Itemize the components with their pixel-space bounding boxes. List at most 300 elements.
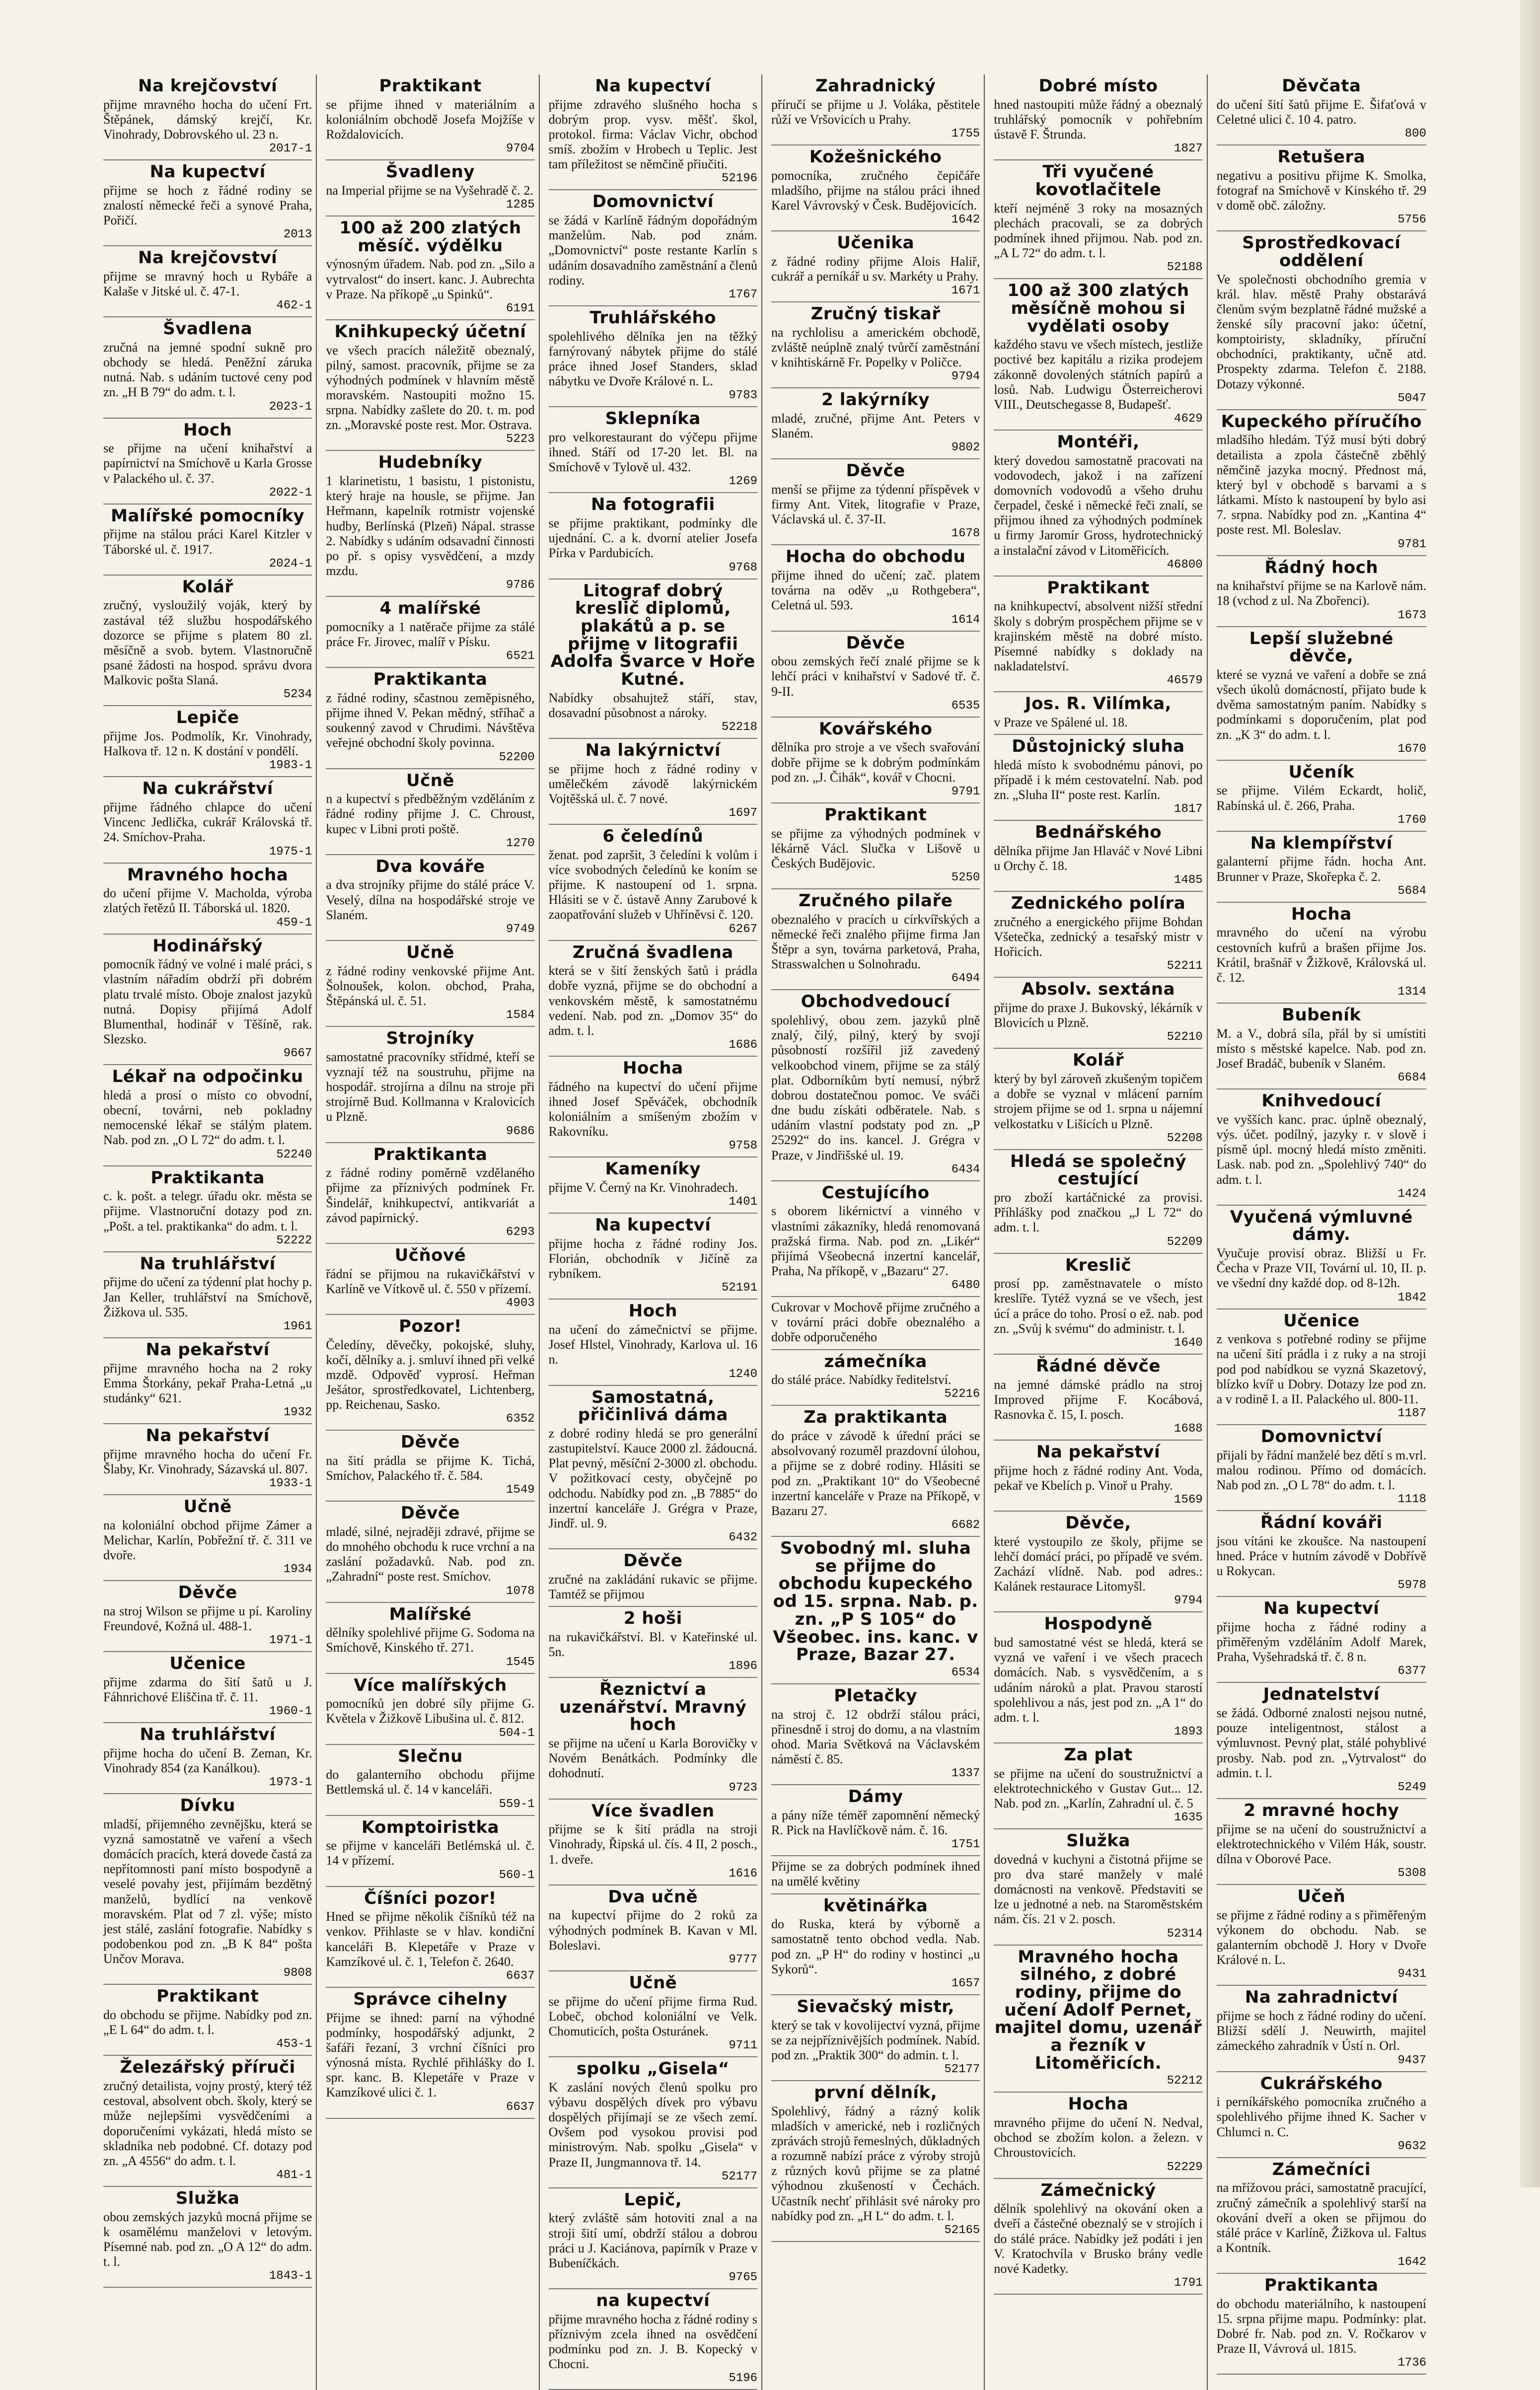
- ad-code: 9758: [729, 1139, 757, 1153]
- ad-text: do stálé práce. Nabídky ředitelství.: [771, 1373, 952, 1387]
- ad-code: 52229: [1167, 2160, 1203, 2174]
- ad-heading: Domovnictví: [592, 192, 714, 212]
- classified-ad: [326, 941, 534, 1027]
- ad-code: 560-1: [499, 1868, 535, 1882]
- ad-code: 1678: [951, 527, 980, 541]
- ad-code: 1657: [951, 1976, 980, 1990]
- ad-text: přijme na stálou práci Karel Kitzler v Táborské ul. č. 1917.: [103, 527, 312, 557]
- ad-text: samostatné pracovníky střídmé, kteří se vyznají též na soustruhu, přijme na hospodář. strojírna a dílnu na stroje při strojírně Bud. Kollmanna v Kralovicích u Plzně.: [326, 1049, 535, 1124]
- ad-heading: Praktikanta: [373, 1144, 488, 1164]
- ad-code: 1549: [506, 1483, 535, 1497]
- ad-heading: Hospodyně: [1044, 1614, 1153, 1634]
- ad-text: z venkova s potřebné rodiny se přijme na učení šití prádla i z ruky a na stroji pod pod nabídkou se vyzná Skazetový, blízko kvíř u Dobry. Dotazy lze pod zn. a v rodině I. a II. Palackého ul. 800-11.: [1216, 1332, 1426, 1406]
- ad-code: 1688: [1174, 1422, 1203, 1436]
- classified-ad: [549, 1971, 757, 2057]
- ad-heading: Učeň: [1297, 1886, 1346, 1907]
- ad-code: 52208: [1167, 1131, 1203, 1145]
- ad-heading: Na pekařství: [1036, 1442, 1161, 1462]
- ad-text: který by byl zároveň zkušeným topičem a dobře se vyznal v mlácení parním strojem přijme se od 1. srpna u nájemní velkostatku v Lišicích u Plzně.: [994, 1072, 1203, 1131]
- ad-text: do učení šití šatů přijme E. Šifaťová v Celetné ulici č. 10 4. patro.: [1216, 97, 1426, 127]
- ad-text: které se vyzná ve vaření a dobře se zná všech úkolů domácností, přijato bude k dvěma samostatným paním. Nabídky s podmínkami s doporučením, plat pod zn. „K 3“ do adm. t. l.: [1216, 667, 1426, 742]
- ad-code: 504-1: [499, 1726, 535, 1740]
- ad-text: na kupectví přijme do 2 roků za výhodných podmínek B. Kavan v Ml. Boleslavi.: [548, 1908, 757, 1953]
- ad-code: 1670: [1397, 742, 1426, 756]
- classified-ad: [994, 577, 1202, 692]
- ad-heading: Služka: [175, 2188, 240, 2208]
- ad-heading: Malířské pomocníky: [111, 506, 305, 526]
- classified-ad: [1217, 1597, 1426, 1683]
- ad-code: 5308: [1397, 1867, 1426, 1881]
- ad-text: které vystoupilo ze školy, přijme se lehčí domácí práci, po případě ve svém. Zachází vlídně. Nab. pod adres.: Kalánek restaurace Litomyšl.: [994, 1534, 1203, 1594]
- ad-text: dělníky spolehlivé přijme G. Sodoma na Smíchově, Kinského tř. 271.: [326, 1625, 535, 1655]
- ad-text: Hned se přijme několik číšníků též na venkov. Přihlaste se v hlav. kondiční kanceláři B. Klepetáře v Praze v Kamzíkové ul. č. 1, Telefon č. 2640.: [326, 1909, 535, 1969]
- ad-text: do obchodu se přijme. Nabídky pod zn. „E L 64“ do adm. t. l.: [103, 2008, 312, 2037]
- ad-heading: Učně: [406, 942, 454, 962]
- ad-code: 52314: [1167, 1927, 1203, 1941]
- ad-code: 6637: [506, 1969, 535, 1983]
- ad-text: přijme se mravný hoch u Rybáře a Kalaše v Jitské ul. č. 47-1.: [103, 269, 312, 299]
- ad-code: 1933-1: [269, 1476, 312, 1490]
- classified-ad: [549, 941, 757, 1057]
- classified-ad: [771, 74, 980, 145]
- ad-column: [322, 74, 539, 2390]
- ad-text: na rukavičkářství. Bl. v Kateřinské ul. 5n.: [548, 1629, 757, 1659]
- ad-text: do galanterního obchodu přijme Bettlemská ul. č. 14 v kanceláři.: [326, 1767, 535, 1797]
- ad-code: 1755: [951, 127, 980, 141]
- classified-ad: [994, 692, 1202, 735]
- ad-code: 481-1: [276, 2169, 312, 2182]
- ad-text: přijme mravného hocha na 2 roky Emma Štorkány, pekař Praha-Letná „u studánky“ 621.: [103, 1361, 312, 1405]
- classified-ad: [103, 777, 312, 863]
- ad-text: do učení přijme V. Macholda, výroba zlatých řetězů II. Táborská ul. 1820.: [103, 886, 312, 916]
- classified-ad: [103, 1065, 312, 1166]
- classified-ad: [103, 2056, 312, 2187]
- ad-text: přijme hoch z řádné rodiny Ant. Voda, pekař ve Kbelích p. Vinoř u Prahy.: [994, 1463, 1203, 1493]
- ad-code: 1843-1: [269, 2269, 312, 2283]
- classified-ad: [103, 246, 312, 317]
- ad-code: 1337: [951, 1767, 980, 1781]
- ad-text: hledá a prosí o místo co obvodní, obecní, továrni, neb pokladny nemocenské lékař se stálým platem. Nab. pod zn. „O L 72“ do adm. t. l.: [103, 1087, 312, 1148]
- ad-heading: Na truhlářství: [140, 1253, 276, 1274]
- ad-code: 6494: [951, 972, 980, 986]
- ad-text: přijme do učení za týdenní plat hochy p. Jan Keller, truhlářství na Smíchově, Žižkova ul. 535.: [103, 1275, 312, 1319]
- ad-heading: Hledá se společný cestující: [1010, 1151, 1187, 1189]
- classified-ad: [771, 231, 980, 302]
- ad-text: na koloniální obchod přijme Zámer a Melichar, Karlín, Pobřežní tř. č. 311 ve dvoře.: [103, 1518, 312, 1562]
- ad-heading: Jos. R. Vilímka,: [1025, 694, 1172, 714]
- ad-text: obou zemských řečí znalé přijme se k lehčí práci v knihařství v Sadové tř. č. 9-II.: [771, 654, 980, 699]
- ad-code: 9667: [283, 1047, 312, 1061]
- ad-text: přijme řádného chlapce do učení Vincenc Jedlička, cukrář Královská tř. 24. Smíchov-Praha.: [103, 800, 312, 845]
- ad-heading: Malířské: [389, 1604, 472, 1624]
- classified-ad: [103, 1723, 312, 1794]
- ad-text: přijme Jos. Podmolík, Kr. Vinohrady, Halkova tř. 12 n. K dostání v pondělí.: [103, 729, 312, 759]
- classified-ad: [326, 1027, 534, 1143]
- ad-code: 1671: [951, 284, 980, 298]
- classified-ad: [326, 1674, 534, 1745]
- ad-text: obou zemských jazyků mocná přijme se k osamělému manželovi v letovým. Písemné nab. pod zn. „O A 12“ do adm. t. l.: [103, 2209, 312, 2269]
- ad-text: přijme hocha z řádné rodiny a přiměřeným vzděláním Adolf Marek, Praha, Vyšehradská tř. č. 8 n.: [1216, 1619, 1426, 1665]
- classified-ad: [771, 1785, 980, 1856]
- classified-ad: [1217, 1885, 1426, 1986]
- ad-text: Přijme se ihned: parní na výhodné podmínky, hospodářský adjunkt, 2 šafáři řezaní, 3 vrchní číšníci pro výnosná místa. Rychlé přihlášky do I. spr. kanc. B. Klepetáře v Praze v Kamzíkové ulici č. 1.: [326, 2010, 535, 2100]
- ad-heading: Zručný tiskař: [810, 304, 941, 324]
- ad-code: 9802: [951, 441, 980, 455]
- ad-heading: Na kupectví: [149, 162, 266, 182]
- ad-text: jsou vítáni ke zkoušce. Na nastoupení hned. Práce v hutním závodě v Dobřívě u Rokycan.: [1216, 1533, 1426, 1579]
- classified-ad: [1217, 1425, 1426, 1511]
- ad-heading: Lepiče: [176, 708, 239, 728]
- ad-text: přijme se k šití prádla na stroji Vinohrady, Řipská ul. čís. 4 II, 2 posch., 1. dveře.: [548, 1822, 757, 1867]
- ad-text: přijme se hoch z řádné rodiny se znalostí německé řeči a synové Praha, Pořičí.: [103, 183, 312, 228]
- classified-ad: [1217, 1799, 1426, 1885]
- classified-ad: [994, 821, 1202, 892]
- ad-text: galanterní přijme řádn. hocha Ant. Brunner v Praze, Skořepka č. 2.: [1216, 854, 1426, 884]
- ad-heading: Praktikanta: [373, 669, 488, 690]
- classified-ad: [326, 1502, 534, 1602]
- ad-text: do obchodu materiálního, k nastoupení 15. srpna přijme mapu. Podmínky: plat. Dobré fr. Nab. pod zn. V. Ročkarov v Praze II, Vávrová ul. 1815.: [1216, 2296, 1426, 2356]
- ad-code: 1827: [1174, 142, 1203, 156]
- classified-ad: [103, 706, 312, 777]
- ad-heading: Sklepníka: [605, 409, 701, 429]
- ad-text: z dobré rodiny hledá se pro generální zastupitelství. Kauce 2000 zl. žádoucná. Plat pevný, měsíční 2-3000 zl. obchodu. V požitkovací cesty, obyčejně po odchodu. Nabídky pod zn. „B 7885“ do inzertní kanceláře J. Grégra v Praze, Jindř. ul. 9.: [548, 1426, 757, 1530]
- ad-code: 9437: [1397, 2053, 1426, 2067]
- classified-ad: [549, 1214, 757, 1300]
- ad-text: se žádá v Karlíně řádným dopořádným manželům. Nab. pod znám. „Domovnictví“ poste restante Karlín s udáním dosavadního zaměstnání a členů rodiny.: [548, 213, 757, 288]
- ad-heading: Děvče: [846, 633, 905, 653]
- classified-ad: [994, 2093, 1202, 2178]
- ad-heading: Slečnu: [398, 1746, 463, 1766]
- ad-heading: 6 čeledínů: [602, 826, 704, 847]
- ad-heading: Jednatelství: [1263, 1684, 1380, 1705]
- classified-ad: [771, 632, 980, 718]
- ad-heading: Služka: [1066, 1831, 1130, 1851]
- ad-text: bud samostatné vést se hledá, která se vyzná ve vaření i ve všech pracech domácích. Nab. s vysvědčením, a s udáním nároků a plat. Pravou starostí spolehlivou a nás, jest pod zn. „A 1“ do adm. t. l.: [994, 1635, 1203, 1725]
- ad-heading: Na fotografii: [591, 495, 715, 515]
- ad-text: na jemné dámské prádlo na stroj Improved přijme F. Kocábová, Rasnovka č. 15, I. posch.: [994, 1377, 1203, 1422]
- ad-text: řádní se přijmou na rukavičkářství v Karlíně ve Vítkově ul. č. 550 v přízemí.: [326, 1266, 535, 1296]
- ad-code: 46800: [1167, 558, 1203, 572]
- ad-text: zručný, vysloužilý voják, který by zastával též službu hospodářského dozorce se přijme s platem 80 zl. měsíčně a svob. bytem. Vlastnoručně psané žádosti na hospod. správu dvora Malkovic pošta Slaná.: [103, 598, 312, 688]
- classified-ad: [1217, 903, 1426, 1004]
- ad-heading: Praktikanta: [150, 1167, 265, 1188]
- classified-ad: [103, 419, 312, 505]
- ad-heading: Pletačky: [834, 1685, 918, 1706]
- classified-ad: [771, 718, 980, 803]
- classified-ad: [103, 1338, 312, 1424]
- ad-text: do Ruska, která by výborně a samostatně tento obchod vedla. Nab. pod zn. „P H“ do rodiny v hostinci „u Sykorů“.: [771, 1917, 980, 1976]
- ad-code: 52209: [1167, 1235, 1203, 1249]
- ad-text: hledá místo k svobodnému pánovi, po případě i k mém cestovatelní. Nab. pod zn. „Sluha II“ poste rest. Karlín.: [994, 757, 1203, 802]
- ad-code: 5250: [951, 871, 980, 885]
- ad-code: 9791: [951, 785, 980, 798]
- ad-code: 2024-1: [269, 557, 312, 571]
- ad-text: kteří nejméně 3 roky na mosazných plechách pracovali, se za dobrých podmínek ihned přijmou. Nab. pod zn. „A L 72“ do adm. t. l.: [994, 201, 1203, 260]
- classified-ad: [103, 1652, 312, 1723]
- ad-heading: Švadlena: [163, 319, 253, 339]
- ad-heading: 100 až 300 zlatých měsíčně mohou si vydělati osoby: [1007, 281, 1189, 336]
- ad-code: 6432: [729, 1531, 757, 1545]
- ad-heading: Učně: [183, 1496, 232, 1517]
- classified-ad: [1217, 761, 1426, 832]
- ad-code: 6293: [506, 1225, 535, 1239]
- ad-heading: Obchodvedoucí: [801, 992, 951, 1012]
- ad-heading: Dobré místo: [1038, 76, 1158, 96]
- ad-text: ženat. pod zapršit, 3 čeledíni k volům i více svobodných čeledínů ke koním se přijme. K nastoupení od 1. srpna. Hlásiti se v č. ústavě Anny Zarubové k zaopatřování služeb v Uhříněvsi č. 120.: [548, 847, 757, 922]
- ad-text: ve všech pracích náležitě obeznalý, pilný, samost. pracovník, přijme se za výhodných podmínek v hlavním městě moravském. Nastoupiti možno 15. srpna. Nabídky zašlete do 20. t. m. pod zn. „Moravské poste rest. Mor. Ostrava.: [326, 343, 535, 433]
- ad-code: 5684: [1397, 884, 1426, 898]
- ad-heading: Cestujícího: [821, 1182, 930, 1203]
- ad-code: 1187: [1397, 1406, 1426, 1420]
- classified-ad: [549, 739, 757, 825]
- ad-heading: Kolář: [1073, 1050, 1124, 1071]
- classified-ad: [549, 190, 757, 306]
- ad-code: 9808: [283, 1966, 312, 1980]
- ad-heading: Řádný hoch: [1264, 557, 1379, 578]
- ad-text: přijme do praxe J. Bukovský, lékárník v Blovicích u Plzně.: [994, 1001, 1203, 1030]
- ad-code: 1817: [1174, 802, 1203, 816]
- ad-heading: Lepič,: [624, 2189, 682, 2210]
- classified-ad: [771, 803, 980, 889]
- ad-code: 1961: [283, 1319, 312, 1333]
- ad-heading: Knihkupecký účetní: [334, 321, 526, 342]
- classified-ad: [771, 1297, 980, 1350]
- ad-heading: Železářský příruči: [120, 2057, 295, 2078]
- ad-text: se přijme na učení do soustružnictví a elektrotechnického v Gustav Gut... 12. Nab. pod zn. „Karlín, Zahradní ul. č. 5: [994, 1766, 1203, 1811]
- ad-code: 9632: [1397, 2139, 1426, 2153]
- ad-column: [1213, 74, 1430, 2390]
- classified-ad: [103, 160, 312, 246]
- classified-ad: [1217, 231, 1426, 410]
- ad-code: 9711: [729, 2039, 757, 2053]
- classified-ad: [549, 1386, 757, 1549]
- ad-heading: Hocha: [1291, 904, 1352, 924]
- ad-code: 9723: [729, 1781, 757, 1795]
- ad-text: Cukrovar v Mochově přijme zručného a v tovární práci dobře obeznalého a dobře odporučeného: [771, 1300, 980, 1345]
- ad-code: 52165: [944, 2223, 980, 2237]
- classified-ad: [771, 1684, 980, 1785]
- ad-text: se přijme do učení přijme firma Rud. Lobeč, obchod koloniální ve Velk. Chomuticích, pošta Osturánek.: [548, 1994, 757, 2038]
- ad-code: 1973-1: [269, 1776, 312, 1790]
- ad-heading: Domovnictví: [1260, 1426, 1382, 1447]
- ad-code: 9749: [506, 922, 535, 936]
- ad-text: mladé, zručné, přijme Ant. Peters v Slaném.: [771, 411, 980, 441]
- ad-code: 1767: [729, 288, 757, 301]
- classified-ad: [1217, 1683, 1426, 1799]
- ad-heading: Na pekařství: [146, 1425, 270, 1446]
- ad-heading: Praktikant: [1047, 578, 1150, 598]
- ad-heading: Děvčata: [1282, 76, 1361, 96]
- classified-ad: [549, 1300, 757, 1385]
- classified-ad: [103, 1252, 312, 1338]
- ad-code: 4903: [506, 1296, 535, 1310]
- ad-code: 9765: [729, 2270, 757, 2284]
- ad-heading: Učenice: [169, 1654, 246, 1674]
- ad-heading: Na krejčovství: [138, 76, 278, 96]
- classified-ad: [771, 388, 980, 459]
- ad-code: 5234: [283, 688, 312, 702]
- classified-ad: [1217, 1986, 1426, 2072]
- ad-heading: Číšníci pozor!: [364, 1888, 497, 1908]
- classified-ad: [326, 74, 534, 160]
- ad-code: 1842: [1397, 1291, 1426, 1304]
- ad-heading: Učenika: [837, 233, 915, 253]
- ad-code: 2017-1: [269, 142, 312, 156]
- ad-heading: Za plat: [1064, 1744, 1133, 1765]
- ad-heading: Praktikant: [824, 804, 927, 825]
- ad-text: do práce v závodě k úřední práci se absolvovaný rozuměl prazdovní úlohou, a přijme se z dobré rodiny. Hlásiti se pod zn. „Praktikant 10“ do Všeobecné inzertní kanceláře v Praze na Příkopě, v Bazaru 27.: [771, 1429, 980, 1518]
- ad-heading: Lékař na odpočinku: [112, 1067, 303, 1087]
- ad-code: 1401: [729, 1195, 757, 1209]
- ad-text: se žádá. Odborné znalosti nejsou nutné, pouze inteligentnost, stálost a výmluvnost. Pevný plat, stálé pohyblivé prosby. Nab. pod zn. „Vytrvalost“ do admin. t. l.: [1216, 1706, 1426, 1780]
- ad-heading: Strojníky: [386, 1028, 475, 1049]
- ad-heading: Sievačský mistr,: [797, 1996, 954, 2017]
- ad-code: 52212: [1167, 2074, 1203, 2088]
- classified-ad: [103, 505, 312, 576]
- ad-code: 5249: [1397, 1780, 1426, 1794]
- ad-heading: Hocha: [1068, 2094, 1129, 2114]
- ad-text: přijme hocha do učení B. Zeman, Kr. Vinohrady 854 (za Kanálkou).: [103, 1745, 312, 1775]
- classified-ad: [1217, 556, 1426, 627]
- ad-code: 1614: [951, 613, 980, 627]
- classified-ad: [549, 1885, 757, 1971]
- ad-text: M. a V., dobrá síla, přál by si umístiti místo s městské kapelce. Nab. pod zn. Josef Bradáč, bubeník v Slaném.: [1216, 1026, 1426, 1071]
- ad-heading: první dělník,: [814, 2082, 938, 2102]
- ad-heading: Zednického políra: [1011, 893, 1186, 914]
- ad-code: 1983-1: [269, 759, 312, 773]
- classified-ad: [994, 1441, 1202, 1512]
- ad-text: negativu a positivu přijme K. Smolka, fotograf na Smíchově v Kinského tř. 29 v domě obč. záložny.: [1216, 168, 1426, 213]
- ad-text: na šití prádla se přijme K. Tichá, Smíchov, Palackého tř. č. 584.: [326, 1453, 535, 1483]
- ad-heading: Řeznictví a uzenářství. Mravný hoch: [559, 1679, 747, 1735]
- ad-column: [767, 74, 985, 2390]
- classified-ad: [326, 1143, 534, 1244]
- ad-heading: Děvče,: [1065, 1513, 1131, 1533]
- classified-ad: [771, 545, 980, 631]
- ad-text: každého stavu ve všech místech, jestliže poctivé bez kapitálu a rizika prodejem zákonně dovolených státních papírů a losů. Nab. Ludwigu Österreicherovi VIII., Deutschegasse 8, Budapešť.: [994, 337, 1203, 412]
- ad-code: 1960-1: [269, 1705, 312, 1719]
- ad-text: Nabídky obsahujtež stáří, stav, dosavadní působnost a nároky.: [548, 690, 757, 720]
- ad-text: přijme ihned do učení; zač. platem továrna na oděv „u Rothgebera“, Celetná ul. 593.: [771, 568, 980, 613]
- ad-heading: Tři vyučené kovotlačitele: [1035, 162, 1162, 200]
- ad-heading: Učenice: [1283, 1310, 1360, 1331]
- ad-text: na rychlolisu a americkém obchodě, zvláště neúplně znalý tvůrčí zaměstnání v knihtiskárně Fr. Popelky v Poličce.: [771, 325, 980, 370]
- ad-text: na stroj Wilson se přijme u pí. Karoliny Freundové, Kožná ul. 488-1.: [103, 1603, 312, 1633]
- ad-heading: Na lakýrnictví: [585, 740, 721, 760]
- classified-ad: [1217, 1089, 1426, 1205]
- classified-ad: [1217, 1309, 1426, 1425]
- ad-text: přijme mravného hocha do učení Fr. Šlaby, Kr. Vinohrady, Sázavská ul. 807.: [103, 1447, 312, 1476]
- ad-code: 1118: [1397, 1493, 1426, 1507]
- ad-text: z řádné rodiny venkovské přijme Ant. Šolnoušek, kolon. obchod, Praha, Štěpánská ul. č. 51.: [326, 963, 535, 1008]
- ad-code: 52210: [1167, 1030, 1203, 1044]
- ad-heading: Na truhlářství: [140, 1725, 276, 1745]
- ad-code: 1932: [283, 1405, 312, 1419]
- ad-text: se přijme z řádné rodiny a s přiměřeným výkonem do obchodu. Nab. se galanterním obchodě J. Hory v Dvoře Králové n. L.: [1216, 1907, 1426, 1967]
- ad-heading: Děvče: [400, 1503, 460, 1523]
- classified-ad: [771, 889, 980, 990]
- ad-code: 1686: [729, 1038, 757, 1052]
- ad-text: se přijme hoch z řádné rodiny v umělečkém závodě lakýrnickém Vojtěšská ul. č. 7 nové.: [548, 761, 757, 806]
- ad-text: dovedná v kuchyni a čistotná přijme se pro dva staré manžely v malé domácnosti na venkově. Představiti se lze u jednotné a neb. na Staroměstském nám. čís. 21 v 2. posch.: [994, 1852, 1203, 1927]
- ad-code: 1736: [1397, 2356, 1426, 2370]
- ad-code: 459-1: [276, 916, 312, 930]
- ad-code: 46579: [1167, 674, 1203, 688]
- ad-code: 1545: [506, 1655, 535, 1669]
- ad-code: 1975-1: [269, 845, 312, 859]
- ad-text: pro zboží kartáčnické za provisi. Příhlášky pod značkou „J L 72“ do adm. t. l.: [994, 1190, 1203, 1235]
- ad-heading: Na krejčovství: [138, 248, 278, 268]
- ad-code: 1971-1: [269, 1634, 312, 1648]
- ad-heading: Retušera: [1277, 147, 1366, 167]
- ad-text: se přijme za výhodných podmínek v lékárně Václ. Slučka v Lišově u Českých Budějovic.: [771, 826, 980, 870]
- ad-text: přijme zdarma do šití šatů u J. Fáhnrichové Eliščina tř. č. 11.: [103, 1674, 312, 1704]
- classified-ad: [549, 1158, 757, 1214]
- ad-heading: Na kupectví: [595, 1215, 711, 1235]
- classified-ad: [103, 1985, 312, 2056]
- ad-text: spolehlivého dělníka jen na těžký farnýrovaný nábytek přijme do stálé práce ihned Josef Standers, sklad nábytku ve Dvoře Králové n. L.: [548, 329, 757, 389]
- ad-code: 5223: [506, 433, 535, 446]
- ad-heading: Montéři,: [1057, 432, 1140, 452]
- ad-text: a pány níže téměř zapomnění německý R. Pick na Havlíčkově nám. č. 16.: [771, 1808, 980, 1838]
- ad-code: 1760: [1397, 813, 1426, 827]
- ad-heading: Na kupectví: [595, 76, 711, 96]
- ad-code: 6267: [729, 922, 757, 936]
- ad-heading: Učeník: [1288, 762, 1354, 782]
- ad-text: menší se přijme za týdenní příspěvek v firmy Ant. Vitek, litografie v Praze, Václavská ul. č. 37-II.: [771, 482, 980, 527]
- ad-code: 1640: [1174, 1336, 1203, 1350]
- classified-ad: [771, 1894, 980, 1995]
- classified-ad: [103, 935, 312, 1066]
- ad-code: 6434: [951, 1162, 980, 1176]
- ad-code: 5978: [1397, 1579, 1426, 1593]
- classified-ad: [994, 735, 1202, 821]
- ad-text: řádného na kupectví do učení přijme ihned Josef Spěváček, obchodník koloniálním a smíšeným zbožím v Rakovníku.: [548, 1079, 757, 1139]
- ad-text: přijme se hoch z řádné rodiny do učení. Bližší sdělí J. Neuwirth, majitel zámeckého zahradník v Ústí n. Orl.: [1216, 2009, 1426, 2053]
- ad-heading: Lepší služebné děvče,: [1249, 628, 1393, 666]
- ad-text: výnosným úřadem. Nab. pod zn. „Silo a vytrvalost“ do insert. kanc. J. Aubrechta v Praze. Na příkopě „u Spinků“.: [326, 257, 535, 301]
- ad-heading: Učně: [406, 770, 454, 791]
- ad-heading: Svobodný ml. sluha se přijme do obchodu kupeckého od 15. srpna. Nab. p. zn. „P S 105“ do Všeobec. ins. kanc. v Praze, Bazar 27.: [773, 1538, 978, 1665]
- classified-ad: [1217, 145, 1426, 231]
- classified-ad: [1217, 2072, 1426, 2158]
- classified-ad: [1217, 1511, 1426, 1597]
- ad-heading: Děvče: [846, 461, 905, 481]
- ad-code: 1697: [729, 806, 757, 820]
- ad-heading: 4 malířské: [379, 598, 481, 619]
- ad-code: 1893: [1174, 1725, 1203, 1738]
- classified-ad: [326, 1244, 534, 1315]
- classified-ad: [994, 1743, 1202, 1829]
- ad-heading: Děvče: [400, 1432, 460, 1452]
- ad-code: 52216: [944, 1387, 980, 1401]
- classified-ad: [994, 279, 1202, 431]
- ad-heading: na kupectví: [596, 2290, 710, 2311]
- ad-code: 1791: [1174, 2276, 1203, 2290]
- ad-text: dělník spolehlivý na okování oken a dveří a částečné obeznalý se v strojích i do stálé práce. Nabídky jež podáti i jen V. Kratochvíla v Brusko brány vedle nové Kadetky.: [994, 2201, 1203, 2276]
- ad-code: 1934: [283, 1563, 312, 1577]
- ad-text: přijme V. Černý na Kr. Vinohradech.: [548, 1180, 738, 1195]
- ad-code: 2022-1: [269, 486, 312, 500]
- ad-text: hned nastoupiti může řádný a obeznalý truhlářský pomocník v pohřebním ústavě F. Štrunda.: [994, 97, 1203, 142]
- ad-code: 1270: [506, 836, 535, 850]
- ad-text: c. k. pošt. a telegr. úřadu okr. města se přijme. Vlastnoruční dotazy pod zn. „Pošt. a tel. praktikanka“ do adm. t. l.: [103, 1189, 312, 1233]
- ad-heading: Na kupectví: [1263, 1598, 1380, 1619]
- ad-text: přijme hocha z řádné rodiny Jos. Florián, obchodník v Jičíně za rybníkem.: [548, 1236, 757, 1281]
- ad-text: se přijme na učení knihařství a papírnictví na Smíchově u Karla Grosse v Palackého ul. č. 37.: [103, 441, 312, 486]
- classified-ad: [326, 1431, 534, 1502]
- ad-heading: Samostatná, přičinlivá dáma: [578, 1387, 728, 1425]
